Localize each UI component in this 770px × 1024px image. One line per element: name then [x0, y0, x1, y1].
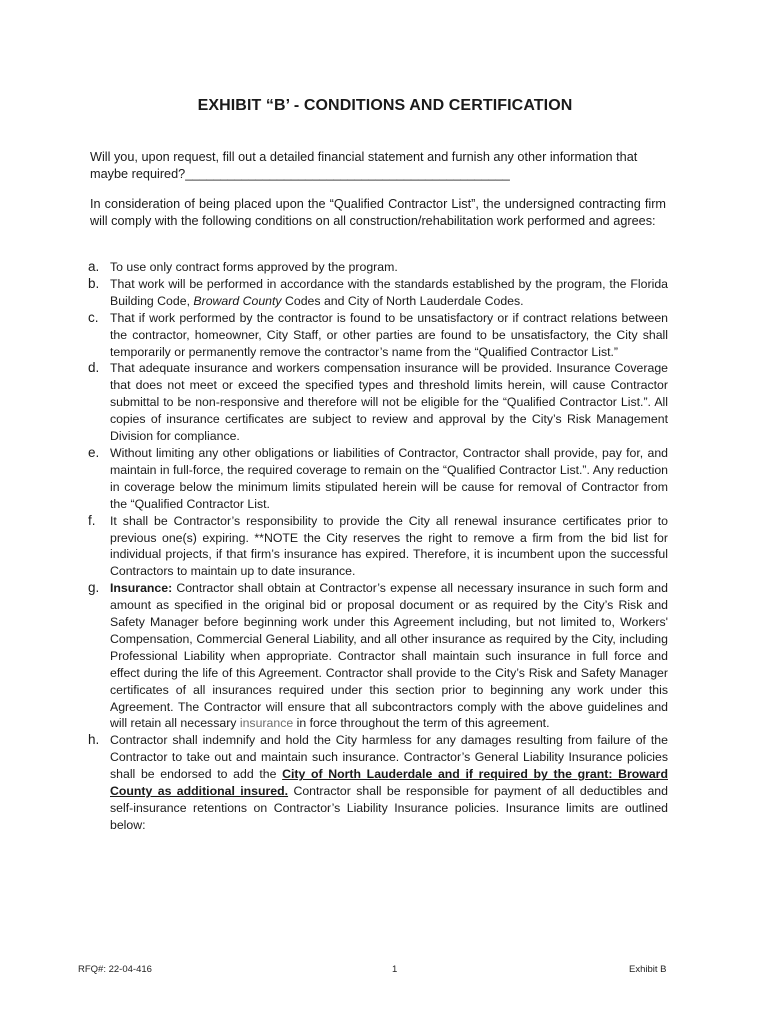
list-item — [88, 580, 668, 732]
item-text-part: That work will be performed in accordance with the standards established by the program, the Florida Building Code, — [110, 276, 668, 308]
list-item — [88, 513, 668, 581]
list-item — [88, 259, 668, 276]
item-marker: d. — [88, 360, 100, 376]
insurance-heading: Insurance: — [110, 581, 173, 596]
item-text-part: Contractor shall obtain at Contractor’s expense all necessary insurance in such form and amount as specified in the original bid or proposal document or as required by the City’s Risk and Safety Manager before beginning work under this Agreement including, but not limited to, Workers' Compensation, Commercial General Liability, and all other insurance as required by the City, including Professional Liability when appropriate. Contractor shall maintain such insurance in full force and effect during the life of this Agreement. Contractor shall provide to the City’s Risk and Safety Manager certificates of all insurances required under this section prior to beginning any work under this Agreement. The Contractor will ensure that all subcontractors comply with the above guidelines and will retain all necessary — [110, 581, 668, 731]
item-marker: e. — [88, 444, 100, 460]
item-text-part: in force throughout the term of this agreement. — [293, 716, 550, 731]
page-title: EXHIBIT “B’ - CONDITIONS AND CERTIFICATION — [197, 97, 573, 114]
list-item — [88, 445, 668, 513]
item-text — [110, 276, 668, 310]
item-text: It shall be Contractor’s responsibility to provide the City all renewal insurance certificates prior to previous one(s) expiring. **NOTE the City reserves the right to remove a firm from the bid list for individual projects, if that firm’s insurance has expired. Therefore, it is incumbent upon the successful Contractors to maintain up to date insurance. — [110, 513, 668, 579]
question-text: Will you, upon request, fill out a detailed financial statement and furnish any other information that maybe required? — [90, 150, 638, 182]
item-text: That if work performed by the contractor is found to be unsatisfactory or if contract relations between the contractor, homeowner, City Staff, or other parties are found to be unsatisfactory, the City shall temporarily or permanently remove the contractor’s name from the “Qualified Contractor List.” — [110, 310, 668, 359]
list-item — [88, 276, 668, 310]
item-marker: h. — [88, 732, 100, 748]
item-text — [110, 732, 668, 833]
financial-statement-question — [90, 149, 666, 183]
additional-insured-clause: City of North Lauderdale and if required by the grant: Broward County as additional insured. — [110, 767, 668, 799]
item-text-part: Contractor shall be responsible for payment of all deductibles and self-insurance retentions on Contractor’s Liability Insurance policies. Insurance limits are outlined below: — [110, 784, 668, 832]
item-marker: g. — [88, 580, 100, 596]
item-text: Without limiting any other obligations or liabilities of Contractor, Contractor shall provide, pay for, and maintain in full-force, the required coverage to remain on the “Qualified Contractor List.”. Any reduction in coverage below the minimum limits stipulated herein will be cause for removal of Contractor from the “Qualified Contractor List. — [110, 445, 668, 511]
list-item — [88, 310, 668, 361]
item-marker: b. — [88, 275, 100, 291]
item-marker: f. — [88, 512, 96, 528]
broward-county-italic: Broward County — [193, 293, 282, 308]
footer-exhibit-label: Exhibit B — [629, 964, 667, 975]
insurance-gray-word: insurance — [239, 716, 294, 731]
list-item — [88, 732, 668, 833]
footer-rfq-number: RFQ#: 22-04-416 — [78, 964, 152, 975]
item-text — [110, 580, 668, 732]
item-marker: c. — [88, 309, 99, 325]
item-text: To use only contract forms approved by the program. — [110, 260, 398, 274]
item-marker: a. — [88, 259, 100, 274]
footer-page-number: 1 — [392, 964, 398, 975]
item-text-part: Codes and City of North Lauderdale Codes. — [281, 293, 524, 308]
answer-blank-line: ______________________________________________ — [185, 167, 510, 182]
intro-paragraph: In consideration of being placed upon the “Qualified Contractor List”, the undersigned contracting firm will comply with the following conditions on all construction/rehabilitation work performed and agrees: — [90, 197, 666, 229]
conditions-list — [88, 259, 668, 834]
list-item — [88, 360, 668, 445]
item-text-part: Contractor shall indemnify and hold the City harmless for any damages resulting from failure of the Contractor to take out and maintain such insurance. Contractor’s General Liability Insurance policies shall be endorsed to add the — [110, 733, 668, 782]
item-text: That adequate insurance and workers compensation insurance will be provided. Insurance Coverage that does not meet or exceed the specified types and threshold limits herein, will cause Contractor submittal to be non-responsive and therefore will not be eligible for the “Qualified Contractor List.”. All copies of insurance certificates are subject to review and approval by the City’s Risk Management Division for compliance. — [110, 361, 668, 444]
